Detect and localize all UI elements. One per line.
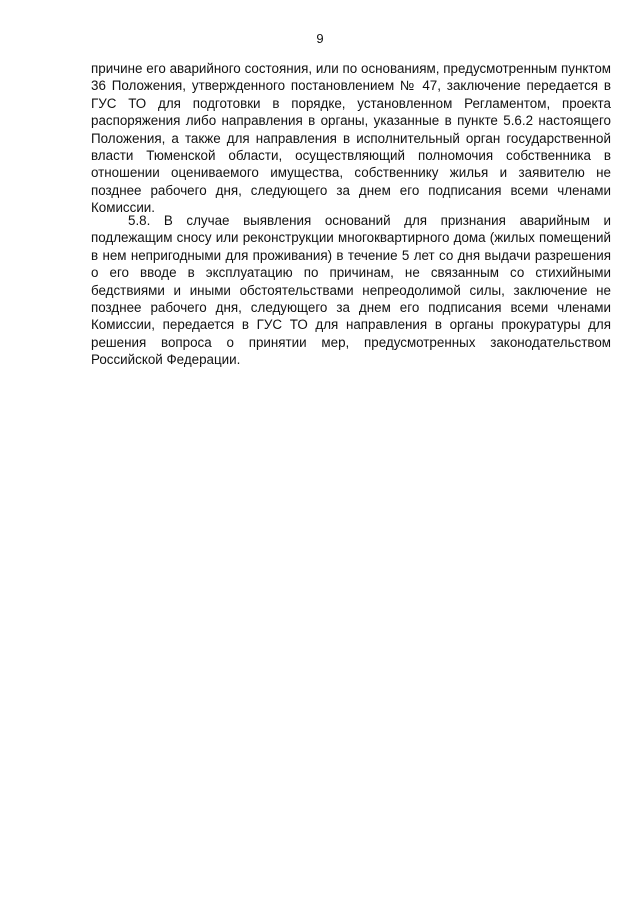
paragraph-continuation: причине его аварийного состояния, или по основаниям, предусмотренным пунктом 36 Положения, утвержденного постановлением № 47, заключение передается в ГУС ТО для подготовки в порядке, установленном Регламентом, проекта распоряжения либо направления в органы, указанные в пункте 5.6.2 настоящего Положения, а также для направления в исполнительный орган государственной власти Тюменской области, осуществляющий полномочия собственника в отношении оцениваемого имущества, собственнику жилья и заявителю не позднее рабочего дня, следующего за днем его подписания всеми членами Комиссии. — [91, 61, 611, 216]
paragraph-5-8: 5.8. В случае выявления оснований для признания аварийным и подлежащим сносу или реконструкции многоквартирного дома (жилых помещений в нем непригодными для проживания) в течение 5 лет со дня выдачи разрешения о его вводе в эксплуатацию по причинам, не связанным со стихийными бедствиями и иными обстоятельствами непреодолимой силы, заключение не позднее рабочего дня, следующего за днем его подписания всеми членами Комиссии, передается в ГУС ТО для направления в органы прокуратуры для решения вопроса о принятии мер, предусмотренных законодательством Российской Федерации. — [91, 213, 611, 368]
page-number: 9 — [316, 31, 324, 46]
